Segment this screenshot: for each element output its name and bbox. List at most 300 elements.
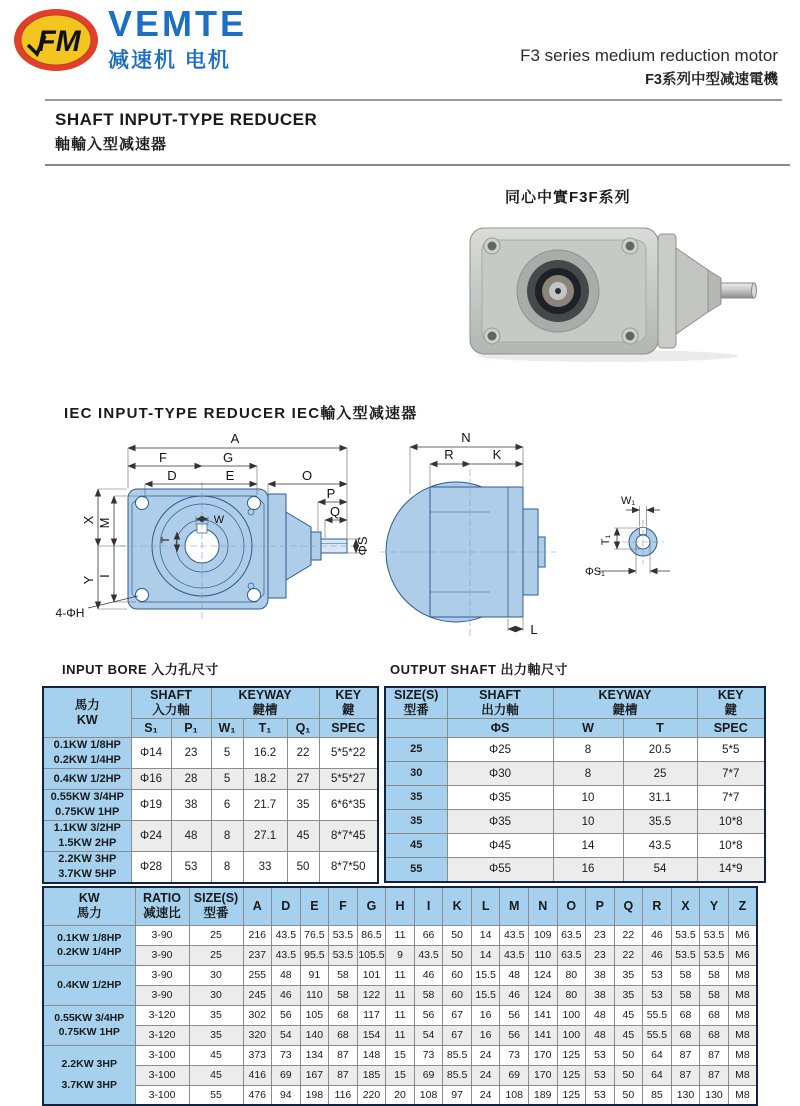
- header-size: SIZE(S) 型番: [385, 687, 447, 719]
- header-shaft: SHAFT 入力軸: [131, 687, 211, 719]
- cell: 5: [211, 769, 243, 790]
- dim-label-a: A: [230, 431, 240, 446]
- cell: 14: [553, 834, 623, 858]
- header-dim: O: [557, 887, 586, 925]
- cell: 141: [528, 1005, 557, 1025]
- cell: 100: [557, 1005, 586, 1025]
- cell: 53.5: [329, 925, 358, 945]
- cell: 189: [528, 1085, 557, 1105]
- divider: [45, 164, 790, 166]
- cell: 167: [300, 1065, 329, 1085]
- cell: Φ30: [447, 762, 553, 786]
- cell: 76.5: [300, 925, 329, 945]
- cell: 125: [557, 1045, 586, 1065]
- cell: 56: [272, 1005, 301, 1025]
- header-key: KEY 鍵: [697, 687, 765, 719]
- header-dim: Q: [614, 887, 643, 925]
- page-title: [55, 110, 317, 154]
- cell: 373: [243, 1045, 272, 1065]
- cell: 67: [443, 1005, 472, 1025]
- table-row: [43, 945, 757, 965]
- dim-label-m: M: [97, 517, 112, 529]
- cell: 35.5: [623, 810, 697, 834]
- dim-label-4phih: 4-ΦH: [55, 606, 85, 620]
- cell: 68: [671, 1005, 700, 1025]
- photo-caption: 同心中實F3F系列: [505, 189, 631, 206]
- cell: 170: [528, 1045, 557, 1065]
- cell: 8: [211, 852, 243, 883]
- cell: 45: [287, 821, 319, 852]
- dim-label-r: R: [444, 447, 454, 462]
- table-header-row: [43, 887, 757, 925]
- input-bore-heading: INPUT BORE 入力孔尺寸: [62, 662, 219, 677]
- cell: 8: [553, 738, 623, 762]
- cell: 117: [357, 1005, 386, 1025]
- cell: 50: [614, 1045, 643, 1065]
- size-label: 25: [385, 738, 447, 762]
- cell: 22: [614, 925, 643, 945]
- cell: 33: [243, 852, 287, 883]
- header-dim: F: [329, 887, 358, 925]
- power-group-label: 0.1KW 1/8HP 0.2KW 1/4HP: [43, 925, 135, 965]
- cell: 50: [287, 852, 319, 883]
- header-q1: Q₁: [287, 719, 319, 738]
- cell: 58: [329, 985, 358, 1005]
- cell: Φ19: [131, 790, 171, 821]
- cell: 22: [614, 945, 643, 965]
- cell: 108: [500, 1085, 529, 1105]
- page-title-en: SHAFT INPUT-TYPE REDUCER: [55, 110, 318, 129]
- cell: M8: [728, 965, 757, 985]
- header-ratio: RATIO 减速比: [135, 887, 189, 925]
- table-row: [43, 965, 757, 985]
- cell: 24: [471, 1065, 500, 1085]
- cell: 23: [171, 738, 211, 769]
- cell: 11: [386, 1025, 415, 1045]
- cell: 73: [500, 1045, 529, 1065]
- power-group-label: 0.55KW 3/4HP 0.75KW 1HP: [43, 1005, 135, 1045]
- cell: 68: [329, 1005, 358, 1025]
- cell: 58: [414, 985, 443, 1005]
- dim-label-phis1: ΦS₁: [585, 566, 605, 578]
- header-spec: SPEC: [697, 719, 765, 738]
- cell: 245: [243, 985, 272, 1005]
- dim-label-p: P: [326, 486, 336, 501]
- cell: Φ28: [131, 852, 171, 883]
- cell: 80: [557, 965, 586, 985]
- cell: 124: [528, 965, 557, 985]
- table-row: [43, 1005, 757, 1025]
- dim-label-w1: W₁: [620, 495, 636, 507]
- cell: Φ16: [131, 769, 171, 790]
- size-label: 30: [385, 762, 447, 786]
- cell: 15: [386, 1065, 415, 1085]
- cell: 10: [553, 786, 623, 810]
- cell: 11: [386, 985, 415, 1005]
- cell: 35: [287, 790, 319, 821]
- cell: 46: [272, 985, 301, 1005]
- cell: 46: [643, 945, 672, 965]
- cell: 87: [671, 1045, 700, 1065]
- cell: 141: [528, 1025, 557, 1045]
- table-row: [385, 810, 765, 834]
- cell: 3-90: [135, 965, 189, 985]
- cell: Φ14: [131, 738, 171, 769]
- header-t: T: [623, 719, 697, 738]
- table-row: [43, 1065, 757, 1085]
- cell: 8: [553, 762, 623, 786]
- header-power: 馬力 KW: [43, 687, 131, 738]
- cell: 3-100: [135, 1065, 189, 1085]
- diagram-heading: IEC INPUT-TYPE REDUCER IEC輸入型减速器: [64, 405, 418, 422]
- header-dim: I: [414, 887, 443, 925]
- cell: 64: [643, 1045, 672, 1065]
- cell: 48: [586, 1025, 615, 1045]
- cell: 320: [243, 1025, 272, 1045]
- power-label: 0.55KW 3/4HP 0.75KW 1HP: [43, 790, 131, 821]
- cell: 50: [614, 1065, 643, 1085]
- cell: 64: [643, 1065, 672, 1085]
- output-shaft-heading: OUTPUT SHAFT 出力軸尺寸: [390, 662, 568, 677]
- cell: 87: [671, 1065, 700, 1085]
- cell: 53: [586, 1065, 615, 1085]
- header-key: KEY 鍵: [319, 687, 378, 719]
- cell: 73: [414, 1045, 443, 1065]
- cell: 85.5: [443, 1045, 472, 1065]
- cell: 116: [329, 1085, 358, 1105]
- cell: 50: [443, 925, 472, 945]
- header-dim: E: [300, 887, 329, 925]
- cell: 30: [189, 965, 243, 985]
- table-row: [43, 1085, 757, 1105]
- cell: 110: [528, 945, 557, 965]
- cell: 58: [329, 965, 358, 985]
- size-label: 55: [385, 858, 447, 882]
- cell: 416: [243, 1065, 272, 1085]
- cell: 68: [700, 1025, 729, 1045]
- cell: 255: [243, 965, 272, 985]
- technical-drawing: [30, 424, 770, 662]
- cell: Φ55: [447, 858, 553, 882]
- dim-label-phis: ΦS: [355, 536, 370, 556]
- cell: M6: [728, 925, 757, 945]
- cell: 11: [386, 965, 415, 985]
- cell: 86.5: [357, 925, 386, 945]
- header-s1: S₁: [131, 719, 171, 738]
- header-dim: D: [272, 887, 301, 925]
- cell: 55.5: [643, 1025, 672, 1045]
- header-t1: T₁: [243, 719, 287, 738]
- cell: 80: [557, 985, 586, 1005]
- cell: 10*8: [697, 834, 765, 858]
- cell: 87: [329, 1045, 358, 1065]
- cell: 5*5: [697, 738, 765, 762]
- vemte-logo-icon: [12, 7, 100, 73]
- dim-label-q: Q: [329, 504, 341, 519]
- cell: 56: [500, 1005, 529, 1025]
- cell: 11: [386, 925, 415, 945]
- table-subheader-row: [385, 719, 765, 738]
- cell: 302: [243, 1005, 272, 1025]
- header-dim: L: [471, 887, 500, 925]
- cell: 122: [357, 985, 386, 1005]
- cell: 27.1: [243, 821, 287, 852]
- series-title-zh: F3系列中型减速電機: [645, 72, 778, 88]
- cell: 130: [700, 1085, 729, 1105]
- cell: 16: [471, 1025, 500, 1045]
- cell: 237: [243, 945, 272, 965]
- header-dim: N: [528, 887, 557, 925]
- header-dim: K: [443, 887, 472, 925]
- cell: 10*8: [697, 810, 765, 834]
- header-spec: SPEC: [319, 719, 378, 738]
- cell: 53: [586, 1085, 615, 1105]
- cell: 48: [171, 821, 211, 852]
- cell: 24: [471, 1085, 500, 1105]
- dim-label-t1: T₁: [600, 534, 612, 546]
- logo-monogram: FM: [37, 25, 81, 58]
- cell: 48: [586, 1005, 615, 1025]
- table-row: [43, 790, 378, 821]
- cell: 56: [414, 1005, 443, 1025]
- cell: 63.5: [557, 945, 586, 965]
- cell: 108: [414, 1085, 443, 1105]
- cell: 22: [287, 738, 319, 769]
- cell: 48: [500, 965, 529, 985]
- table-row: [43, 852, 378, 883]
- dim-label-t: T: [160, 536, 172, 544]
- cell: 45: [189, 1045, 243, 1065]
- power-label: 2.2KW 3HP 3.7KW 5HP: [43, 852, 131, 883]
- cell: 7*7: [697, 762, 765, 786]
- cell: 48: [272, 965, 301, 985]
- cell: 63.5: [557, 925, 586, 945]
- cell: 35: [189, 1025, 243, 1045]
- cell: 3-90: [135, 945, 189, 965]
- table-header-row: [43, 687, 378, 719]
- dim-label-g: G: [222, 450, 234, 465]
- header-kw: KW 馬力: [43, 887, 135, 925]
- cell: 53.5: [329, 945, 358, 965]
- header-keyway: KEYWAY 鍵槽: [211, 687, 319, 719]
- cell: 35: [614, 985, 643, 1005]
- cell: Φ25: [447, 738, 553, 762]
- cell: 68: [329, 1025, 358, 1045]
- cell: 94: [272, 1085, 301, 1105]
- cell: 105: [300, 1005, 329, 1025]
- cell: 69: [414, 1065, 443, 1085]
- cell: 73: [272, 1045, 301, 1065]
- dim-label-e: E: [225, 468, 235, 483]
- dim-label-d: D: [167, 468, 177, 483]
- header-dim: X: [671, 887, 700, 925]
- cell: 53.5: [700, 945, 729, 965]
- cell: 87: [700, 1045, 729, 1065]
- dim-label-f: F: [159, 450, 167, 465]
- cell: 23: [586, 945, 615, 965]
- cell: 30: [189, 985, 243, 1005]
- dim-label-o: O: [301, 468, 313, 483]
- cell: 21.7: [243, 790, 287, 821]
- cell: 25: [623, 762, 697, 786]
- cell: 53: [586, 1045, 615, 1065]
- table-row: [43, 821, 378, 852]
- output-shaft-table: [384, 686, 766, 883]
- cell: 3-120: [135, 1025, 189, 1045]
- cell: 476: [243, 1085, 272, 1105]
- cell: 148: [357, 1045, 386, 1065]
- power-group-label: 0.4KW 1/2HP: [43, 965, 135, 1005]
- header-dim: A: [243, 887, 272, 925]
- cell: 53: [643, 985, 672, 1005]
- cell: 85.5: [443, 1065, 472, 1085]
- cell: 69: [272, 1065, 301, 1085]
- cell: 20.5: [623, 738, 697, 762]
- table-row: [43, 738, 378, 769]
- cell: 43.5: [272, 925, 301, 945]
- dim-label-x: X: [81, 515, 96, 525]
- dim-label-i: I: [97, 574, 112, 578]
- power-label: 0.4KW 1/2HP: [43, 769, 131, 790]
- power-label: 0.1KW 1/8HP 0.2KW 1/4HP: [43, 738, 131, 769]
- cell: 43.5: [500, 945, 529, 965]
- cell: Φ24: [131, 821, 171, 852]
- cell: 68: [700, 1005, 729, 1025]
- cell: 125: [557, 1065, 586, 1085]
- header-w: W: [553, 719, 623, 738]
- cell: 43.5: [272, 945, 301, 965]
- cell: 11: [386, 1005, 415, 1025]
- cell: M8: [728, 1085, 757, 1105]
- cell: 3-100: [135, 1045, 189, 1065]
- dim-label-k: K: [492, 447, 502, 462]
- header-blank: [385, 719, 447, 738]
- cell: Φ35: [447, 810, 553, 834]
- cell: Φ35: [447, 786, 553, 810]
- header-p1: P₁: [171, 719, 211, 738]
- brand-text: [108, 3, 248, 74]
- cell: 53.5: [700, 925, 729, 945]
- product-photo: [468, 220, 758, 365]
- cell: 220: [357, 1085, 386, 1105]
- cell: 91: [300, 965, 329, 985]
- cell: 28: [171, 769, 211, 790]
- cell: 43.5: [623, 834, 697, 858]
- cell: 16: [471, 1005, 500, 1025]
- cell: 3-90: [135, 985, 189, 1005]
- size-label: 35: [385, 810, 447, 834]
- cell: 20: [386, 1085, 415, 1105]
- cell: 66: [414, 925, 443, 945]
- cell: 58: [671, 985, 700, 1005]
- cell: 6*6*35: [319, 790, 378, 821]
- cell: 35: [614, 965, 643, 985]
- cell: 8*7*45: [319, 821, 378, 852]
- cell: 46: [643, 925, 672, 945]
- cell: 50: [443, 945, 472, 965]
- cell: 5*5*27: [319, 769, 378, 790]
- cell: 50: [614, 1085, 643, 1105]
- cell: 109: [528, 925, 557, 945]
- cell: 6: [211, 790, 243, 821]
- header-dim: Y: [700, 887, 729, 925]
- table-row: [385, 738, 765, 762]
- cell: 15.5: [471, 985, 500, 1005]
- header-phis: ΦS: [447, 719, 553, 738]
- size-label: 35: [385, 786, 447, 810]
- cell: 23: [586, 925, 615, 945]
- cell: 18.2: [243, 769, 287, 790]
- cell: 185: [357, 1065, 386, 1085]
- cell: 130: [671, 1085, 700, 1105]
- input-bore-table: [42, 686, 379, 884]
- table-row: [385, 858, 765, 882]
- cell: 45: [189, 1065, 243, 1085]
- dim-label-n: N: [461, 430, 471, 445]
- table-row: [43, 985, 757, 1005]
- table-row: [385, 786, 765, 810]
- cell: 87: [329, 1065, 358, 1085]
- cell: 15.5: [471, 965, 500, 985]
- table-row: [385, 834, 765, 858]
- cell: 31.1: [623, 786, 697, 810]
- cell: M6: [728, 945, 757, 965]
- cell: 43.5: [500, 925, 529, 945]
- cell: 9: [386, 945, 415, 965]
- cell: 14*9: [697, 858, 765, 882]
- dim-label-w: W: [213, 514, 225, 526]
- cell: 110: [300, 985, 329, 1005]
- cell: 69: [500, 1065, 529, 1085]
- cell: 46: [500, 985, 529, 1005]
- cell: 45: [614, 1005, 643, 1025]
- cell: 43.5: [414, 945, 443, 965]
- power-group-label: 2.2KW 3HP 3.7KW 3HP: [43, 1045, 135, 1105]
- cell: 58: [700, 965, 729, 985]
- cell: M8: [728, 1005, 757, 1025]
- cell: 3-100: [135, 1085, 189, 1105]
- table-row: [43, 1045, 757, 1065]
- cell: 56: [500, 1025, 529, 1045]
- page-title-zh: 軸輸入型减速器: [55, 136, 168, 153]
- series-header: [520, 46, 778, 89]
- cell: 154: [357, 1025, 386, 1045]
- vemte-logo: [12, 3, 248, 74]
- cell: 85: [643, 1085, 672, 1105]
- cell: M8: [728, 1065, 757, 1085]
- cell: 14: [471, 945, 500, 965]
- cell: 16: [553, 858, 623, 882]
- cell: 216: [243, 925, 272, 945]
- table-row: [43, 769, 378, 790]
- cell: 53: [171, 852, 211, 883]
- header-size: SIZE(S) 型番: [189, 887, 243, 925]
- cell: 16.2: [243, 738, 287, 769]
- cell: 87: [700, 1065, 729, 1085]
- cell: 58: [700, 985, 729, 1005]
- cell: 25: [189, 925, 243, 945]
- cell: 8*7*50: [319, 852, 378, 883]
- cell: 124: [528, 985, 557, 1005]
- cell: 68: [671, 1025, 700, 1045]
- table-header-row: [385, 687, 765, 719]
- cell: 3-120: [135, 1005, 189, 1025]
- cell: 105.5: [357, 945, 386, 965]
- cell: 54: [414, 1025, 443, 1045]
- cell: 97: [443, 1085, 472, 1105]
- dim-label-l: L: [530, 622, 538, 637]
- cell: 58: [671, 965, 700, 985]
